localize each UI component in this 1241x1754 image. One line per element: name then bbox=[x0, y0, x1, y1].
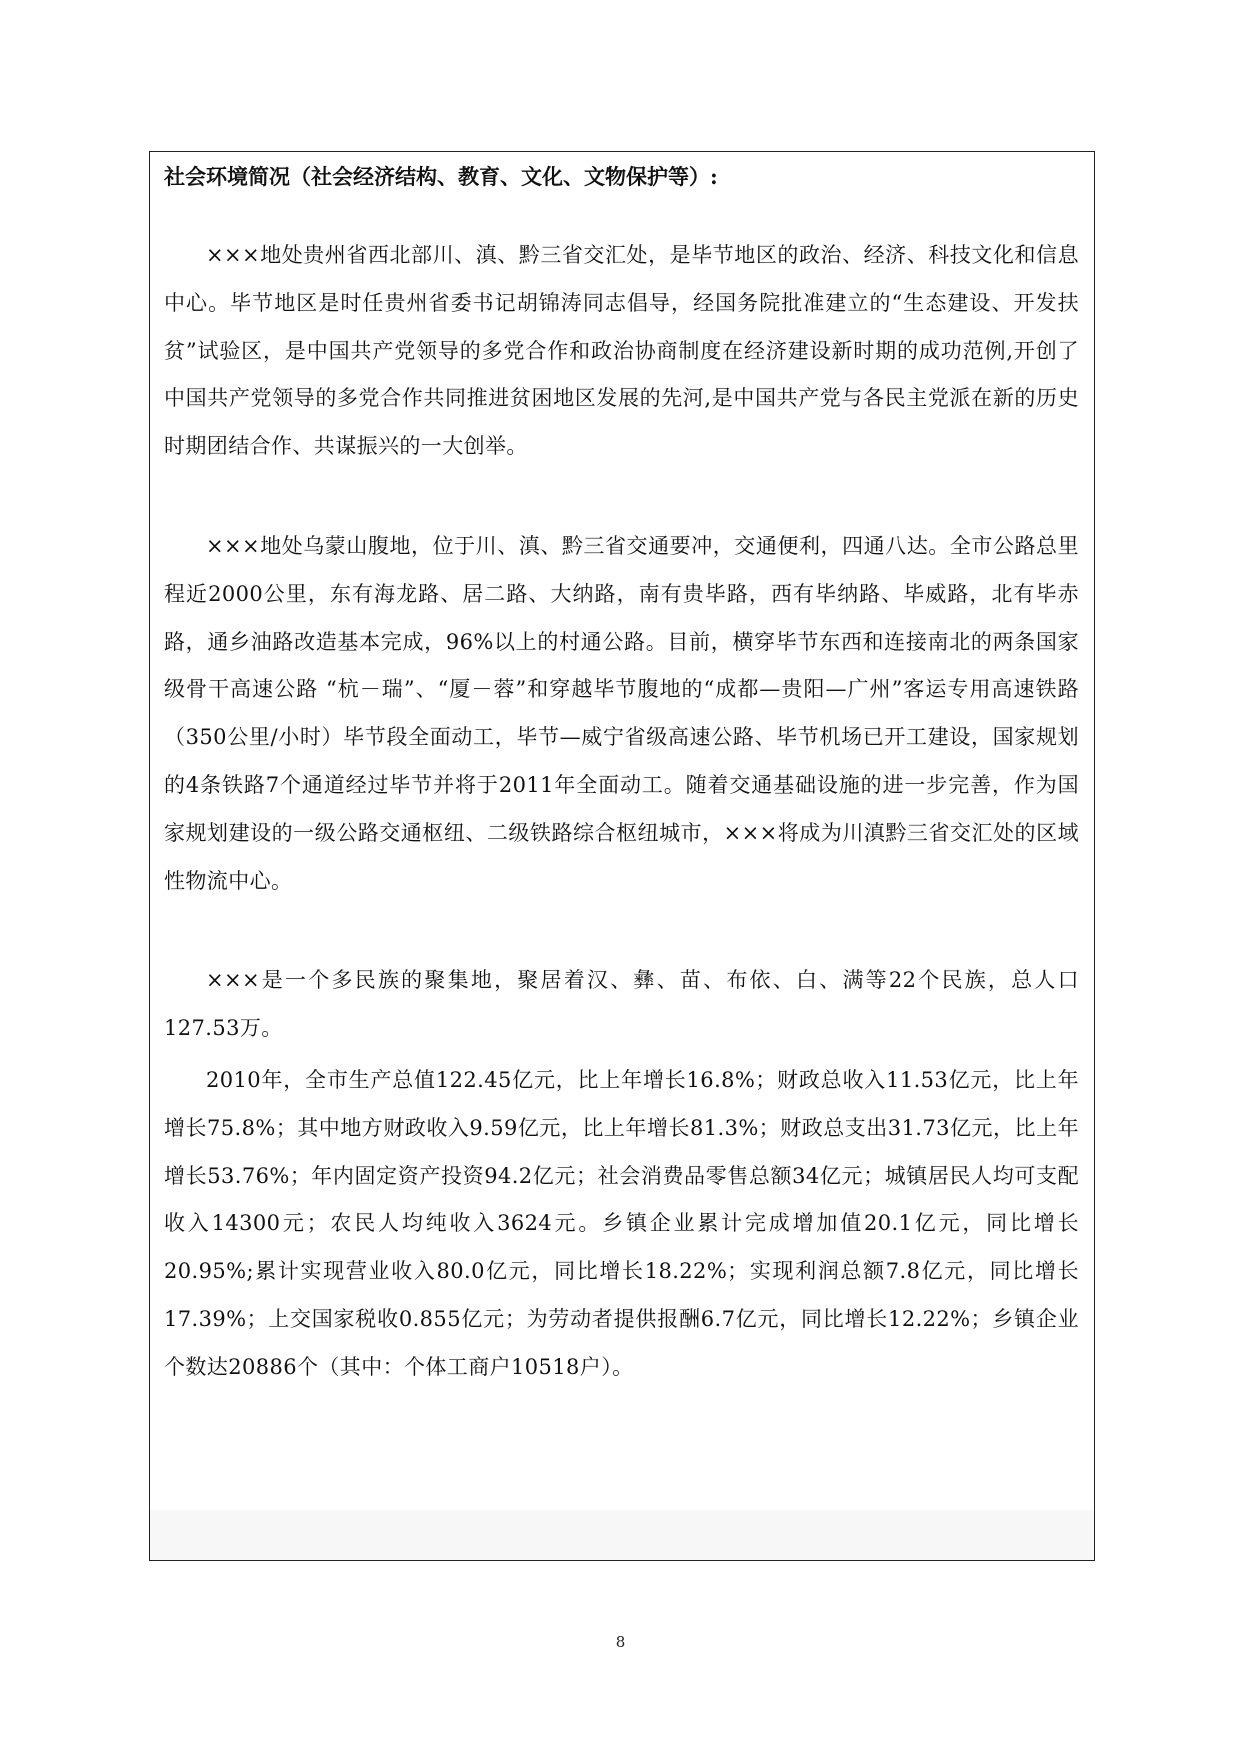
table-bottom-band bbox=[150, 1510, 1094, 1560]
paragraph-location: ×××地处贵州省西北部川、滇、黔三省交汇处，是毕节地区的政治、经济、科技文化和信息中心。毕节地区是时任贵州省委书记胡锦涛同志倡导，经国务院批准建立的“生态建设、开发扶贫”试验区，是中国共产党领导的多党合作和政治协商制度在经济建设新时期的成功范例,开创了中国共产党领导的多党合作共同推进贫困地区发展的先河,是中国共产党与各民主党派在新的历史时期团结合作、共谋振兴的一大创举。 bbox=[164, 243, 1079, 459]
content-frame bbox=[149, 151, 1095, 1561]
paragraph-economy: 2010年，全市生产总值122.45亿元，比上年增长16.8%；财政总收入11.53亿元，比上年增长75.8%；其中地方财政收入9.59亿元，比上年增长81.3%；财政总支出31.73亿元，比上年增长53.76%；年内固定资产投资94.2亿元；社会消费品零售总额34亿元；城镇居民人均可支配收入14300元；农民人均纯收入3624元。乡镇企业累计完成增加值20.1亿元，同比增长20.95%;累计实现营业收入80.0亿元，同比增长18.22%；实现利润总额7.8亿元，同比增长17.39%；上交国家税收0.855亿元；为劳动者提供报酬6.7亿元，同比增长12.22%；乡镇企业个数达20886个（其中：个体工商户10518户）。 bbox=[164, 1067, 1079, 1379]
paragraph-transport: ×××地处乌蒙山腹地，位于川、滇、黔三省交通要冲，交通便利，四通八达。全市公路总里程近2000公里，东有海龙路、居二路、大纳路，南有贵毕路，西有毕纳路、毕威路，北有毕赤路，通乡油路改造基本完成，96%以上的村通公路。目前，横穿毕节东西和连接南北的两条国家级骨干高速公路 “杭－瑞”、“厦－蓉”和穿越毕节腹地的“成都—贵阳—广州”客运专用高速铁路（350公里/小时）毕节段全面动工，毕节—威宁省级高速公路、毕节机场已开工建设，国家规划的4条铁路7个通道经过毕节并将于2011年全面动工。随着交通基础设施的进一步完善，作为国家规划建设的一级公路交通枢纽、二级铁路综合枢纽城市，×××将成为川滇黔三省交汇处的区域性物流中心。 bbox=[164, 533, 1079, 893]
section-body bbox=[164, 232, 1079, 1392]
section-heading: 社会环境简况（社会经济结构、教育、文化、文物保护等）: bbox=[164, 164, 718, 189]
paragraph-population: ×××是一个多民族的聚集地，聚居着汉、彝、苗、布依、白、满等22个民族，总人口127.53万。 bbox=[164, 968, 1079, 1041]
page-number: 8 bbox=[615, 1633, 626, 1651]
